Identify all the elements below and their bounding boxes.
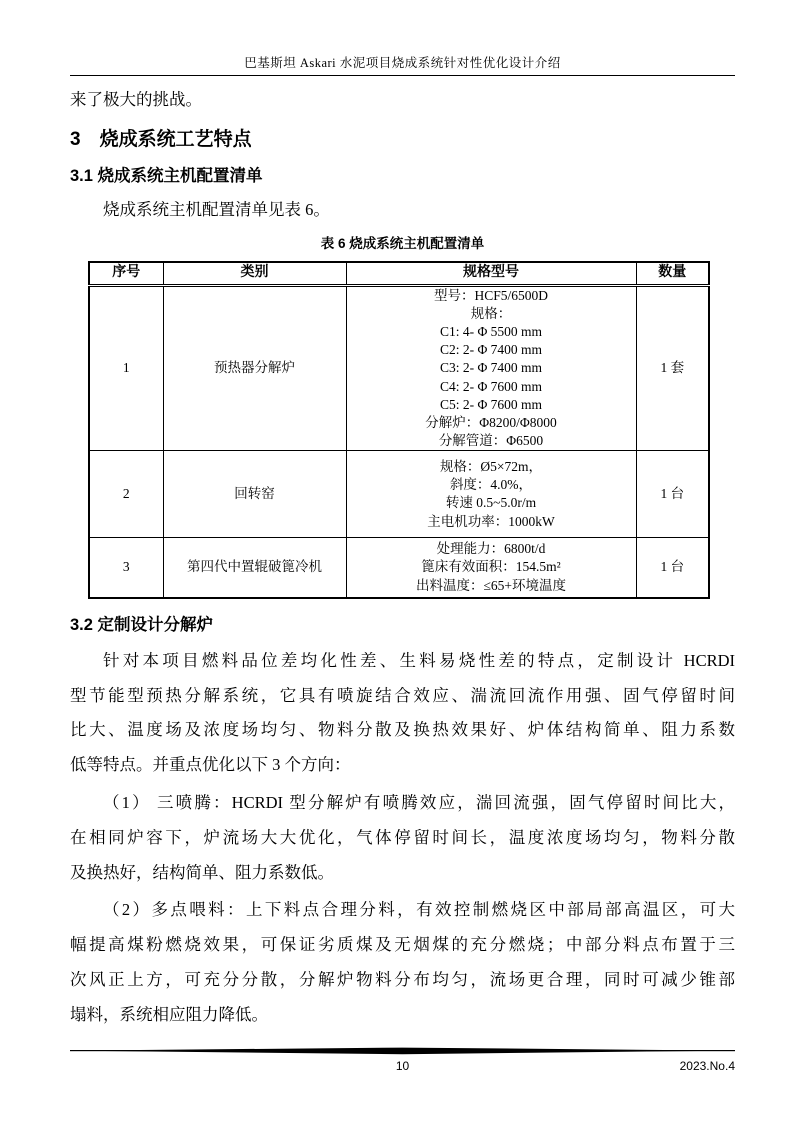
column-header-qty: 数量: [636, 262, 709, 285]
table-row: [89, 451, 709, 538]
equipment-config-table: [88, 261, 710, 599]
spec-line: 规格：Ø5×72m，: [439, 458, 543, 474]
section-heading-3-2: 3.2 定制设计分解炉: [70, 615, 214, 634]
footer-divider-lens: [70, 1047, 735, 1055]
cell-spec: [346, 285, 636, 451]
spec-line: C4: 2- Φ 7600 mm: [439, 378, 543, 394]
spec-line: C2: 2- Φ 7400 mm: [439, 342, 543, 358]
column-header-no: 序号: [89, 262, 163, 285]
cell-category: 预热器分解炉: [163, 285, 346, 451]
spec-line: 分解炉：Φ8200/Φ8000: [425, 414, 557, 430]
body-line: 针对本项目燃料品位差均化性差、生料易烧性差的特点，定制设计 HCRDI: [103, 650, 735, 670]
cell-category: 第四代中置辊破篦冷机: [163, 538, 346, 598]
header-rule: [70, 75, 735, 76]
cell-no: 3: [89, 538, 163, 598]
spec-line: 处理能力：6800t/d: [436, 541, 546, 557]
spec-line: 斜度：4.0%，: [449, 477, 533, 493]
body-line: 幅提高煤粉燃烧效果，可保证劣质煤及无烟煤的充分燃烧；中部分料点布置于三: [70, 935, 735, 955]
section-heading-3-1: 3.1 烧成系统主机配置清单: [70, 167, 263, 185]
table-row: [89, 538, 709, 598]
running-head-title: 巴基斯坦 Askari 水泥项目烧成系统针对性优化设计介绍: [244, 56, 561, 70]
journal-issue: 2023.No.4: [679, 1059, 735, 1073]
spec-line: 转速 0.5~5.0r/m: [445, 495, 537, 511]
table-row: [89, 285, 709, 451]
cell-no: 1: [89, 285, 163, 451]
column-header-category: 类别: [163, 262, 346, 285]
spec-line: 出料温度：≤65+环境温度: [415, 577, 567, 593]
table-caption: 表 6 烧成系统主机配置清单: [320, 236, 485, 251]
spec-line: 分解管道：Φ6500: [438, 433, 544, 449]
body-line: （1） 三喷腾：HCRDI 型分解炉有喷腾效应，湍回流强，固气停留时间比大，: [103, 793, 735, 813]
spec-line: C3: 2- Φ 7400 mm: [439, 360, 543, 376]
spec-line: 篦床有效面积：154.5m²: [421, 559, 561, 575]
cell-qty: 1 套: [636, 285, 709, 451]
body-line: 及换热好，结构简单、阻力系数低。: [70, 862, 334, 882]
page-footer: [70, 1047, 735, 1074]
body-line: （2）多点喂料：上下料点合理分料，有效控制燃烧区中部局部高温区，可大: [103, 900, 735, 920]
cell-spec: [346, 451, 636, 538]
body-line: 型节能型预热分解系统，它具有喷旋结合效应、湍流回流作用强、固气停留时间: [70, 685, 735, 705]
table-header-row: [89, 262, 709, 285]
intro-paragraph: 烧成系统主机配置清单见表 6。: [103, 200, 330, 219]
page-number: 10: [395, 1059, 410, 1073]
column-header-spec: 规格型号: [346, 262, 636, 285]
spec-line: 规格：: [470, 305, 512, 321]
section-heading-3: 3 烧成系统工艺特点: [70, 129, 252, 150]
cell-no: 2: [89, 451, 163, 538]
body-line: 塌料，系统相应阻力降低。: [70, 1004, 268, 1024]
section-3-2-text: [70, 644, 735, 1033]
body-line: 在相同炉容下，炉流场大大优化，气体停留时间长，温度浓度场均匀，物料分散: [70, 827, 735, 847]
footer-text-row: [70, 1058, 735, 1074]
body-line: 比大、温度场及浓度场均匀、物料分散及换热效果好、炉体结构简单、阻力系数: [70, 720, 735, 740]
body-line: 次风正上方，可充分分散，分解炉物料分布均匀，流场更合理，同时可减少锥部: [70, 970, 735, 989]
cell-qty: 1 台: [636, 451, 709, 538]
cell-qty: 1 台: [636, 538, 709, 598]
spec-line: 主电机功率：1000kW: [427, 513, 555, 529]
body-line: 低等特点。并重点优化以下 3 个方向：: [70, 755, 351, 775]
carryover-paragraph: 来了极大的挑战。: [70, 90, 202, 109]
cell-category: 回转窑: [163, 451, 346, 538]
spec-line: C5: 2- Φ 7600 mm: [439, 396, 543, 412]
cell-spec: [346, 538, 636, 598]
spec-line: C1: 4- Φ 5500 mm: [439, 323, 543, 339]
page-header: [70, 54, 735, 76]
spec-line: 型号：HCF5/6500D: [433, 287, 548, 303]
page-content: [70, 88, 735, 1033]
